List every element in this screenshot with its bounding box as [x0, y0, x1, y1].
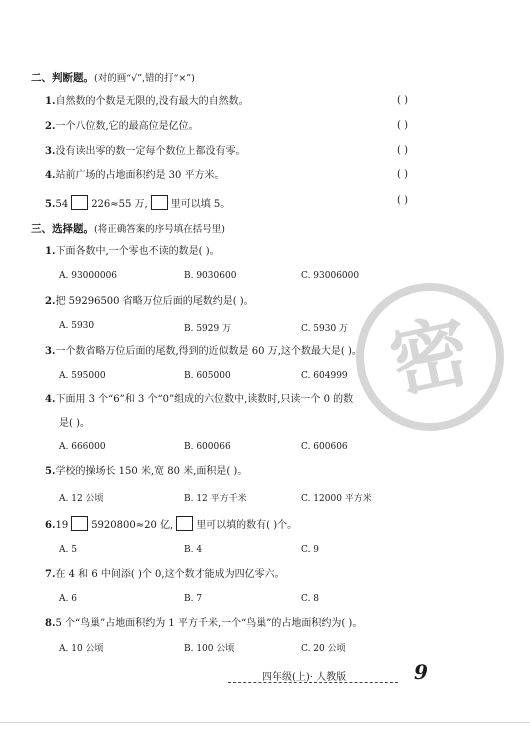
option-a: A. 6	[59, 594, 77, 604]
choice-question-8: 8.5 个“鸟巢”占地面积约为 1 平方千米,一个“鸟巢”的占地面积约为( )。	[45, 618, 363, 629]
judge-item-5: 5.54 226≈55 万, 里可以填 5。	[45, 195, 230, 212]
judge-item-1: 1.自然数的个数是无限的,没有最大的自然数。	[45, 96, 249, 107]
option-b: B. 4	[184, 545, 203, 555]
answer-paren-1[interactable]: ( )	[397, 95, 408, 106]
choice-question-3: 3.一个数省略万位后面的尾数,得到的近似数是 60 万,这个数最大是( )。	[45, 346, 362, 357]
option-b: B. 7	[184, 594, 203, 604]
svg-text:密: 密	[382, 305, 478, 411]
page-bottom-rule	[0, 722, 530, 723]
option-a: A. 666000	[59, 442, 106, 452]
option-a: A. 5930	[59, 321, 95, 331]
option-b: B. 5929 万	[184, 324, 232, 334]
answer-paren-3[interactable]: ( )	[397, 145, 408, 156]
fill-box[interactable]	[71, 516, 88, 531]
option-c: C. 600606	[301, 442, 348, 452]
choice-question-5: 5.学校的操场长 150 米,宽 80 米,面积是( )。	[45, 466, 248, 477]
choice-question-2: 2.把 59296500 省略万位后面的尾数约是( )。	[45, 296, 254, 307]
option-b: B. 9030600	[184, 271, 237, 281]
fill-box[interactable]	[151, 195, 168, 210]
option-a: A. 93000006	[59, 271, 118, 281]
choice-question-1: 1.下面各数中,一个零也不读的数是( )。	[45, 246, 220, 257]
option-a: A. 595000	[59, 371, 106, 381]
option-a: A. 12 公顷	[59, 494, 104, 504]
option-b: B. 12 平方千米	[184, 494, 247, 504]
answer-paren-2[interactable]: ( )	[397, 120, 408, 131]
option-c: C. 9	[301, 545, 320, 555]
option-c: C. 12000 平方米	[301, 494, 372, 504]
option-b: B. 605000	[184, 371, 231, 381]
section-3-heading: 三、选择题。	[31, 223, 94, 235]
judge-item-2: 2.一个八位数,它的最高位是亿位。	[45, 121, 199, 132]
option-b: B. 100 公顷	[184, 644, 235, 654]
fill-box[interactable]	[71, 195, 88, 210]
option-a: A. 5	[59, 545, 77, 555]
option-c: C. 20 公顷	[301, 644, 346, 654]
grade-label: 四年级(上)· 人教版	[262, 672, 347, 683]
judge-item-4: 4.站前广场的占地面积约是 30 平方米。	[45, 170, 225, 181]
choice-question-6: 6.19 5920800≈20 亿, 里可以填的数有( )个。	[45, 516, 297, 533]
option-c: C. 604999	[301, 371, 348, 381]
judge-item-3: 3.没有读出零的数一定每个数位上都没有零。	[45, 146, 246, 157]
section-2-heading: 二、判断题。	[31, 72, 94, 84]
fill-box[interactable]	[176, 516, 193, 531]
secret-stamp-icon	[355, 282, 505, 432]
option-a: A. 10 公顷	[59, 644, 104, 654]
answer-paren-4[interactable]: ( )	[397, 169, 408, 180]
answer-paren-5[interactable]: ( )	[397, 195, 408, 206]
option-c: C. 93006000	[301, 271, 360, 281]
section-3-title	[31, 221, 225, 236]
option-b: B. 600066	[184, 442, 231, 452]
option-c: C. 5930 万	[301, 324, 349, 334]
choice-question-4: 4.下面用 3 个“6”和 3 个“0”组成的六位数中,读数时,只读一个 0 的数	[45, 394, 354, 405]
page-number: 9	[414, 660, 428, 684]
section-3-note: (将正确答案的序号填在括号里)	[94, 224, 225, 235]
footer-divider	[228, 682, 398, 683]
section-2-note: (对的画“√”,错的打“×”)	[94, 73, 195, 84]
choice-question-4-cont: 是( )。	[59, 418, 90, 429]
option-c: C. 8	[301, 594, 320, 604]
section-2-title	[31, 70, 195, 85]
choice-question-7: 7.在 4 和 6 中间添( )个 0,这个数才能成为四亿零六。	[45, 569, 285, 580]
